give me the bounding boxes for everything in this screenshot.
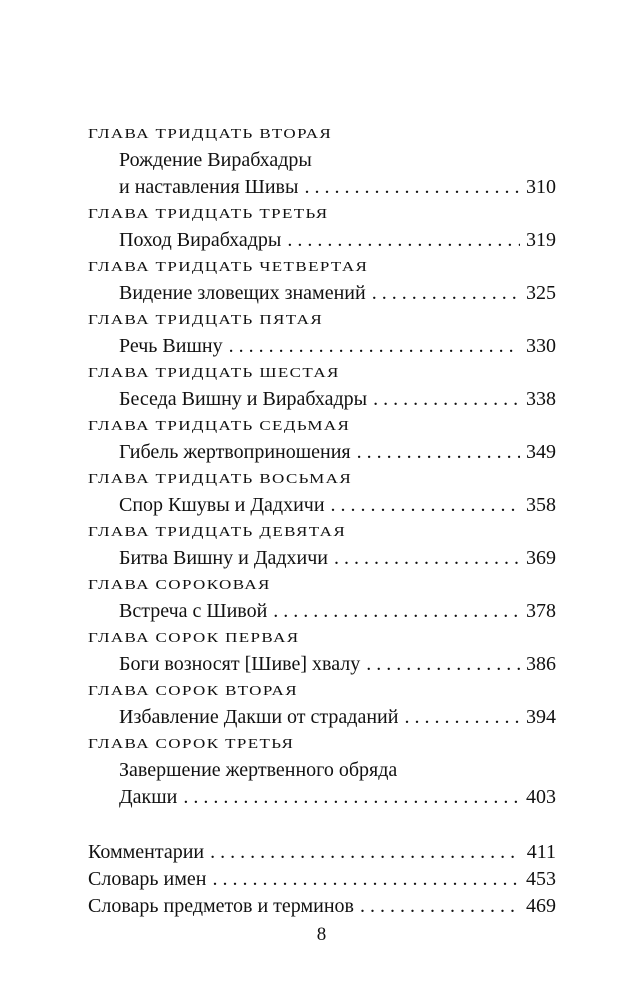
chapter-title-line: Завершение жертвенного обряда (119, 759, 398, 781)
appendix-title: Комментарии (88, 841, 205, 863)
chapter-label: ГЛАВА ТРИДЦАТЬ ВОСЬМАЯ (88, 470, 353, 487)
chapter-label: ГЛАВА ТРИДЦАТЬ ТРЕТЬЯ (88, 205, 329, 222)
chapter-title: Битва Вишну и Дадхичи (119, 547, 328, 569)
toc-line (119, 704, 556, 731)
dot-leader (373, 386, 520, 413)
chapter-entry (88, 201, 556, 254)
dot-leader (372, 280, 520, 307)
page-number: 330 (526, 335, 556, 357)
chapter-title: и наставления Шивы (119, 176, 299, 198)
chapter-label: ГЛАВА ТРИДЦАТЬ ЧЕТВЕРТАЯ (88, 258, 369, 275)
page-number: 394 (526, 706, 556, 728)
chapter-entry (88, 360, 556, 413)
chapter-entry (88, 678, 556, 731)
toc-line (119, 784, 556, 811)
chapter-entry (88, 121, 556, 201)
toc-line (88, 866, 556, 893)
dot-leader (357, 439, 520, 466)
dot-leader (304, 174, 520, 201)
chapter-entry (88, 307, 556, 360)
page-number: 453 (526, 868, 556, 890)
dot-leader (212, 866, 520, 893)
page-number: 319 (526, 229, 556, 251)
page-number: 403 (526, 786, 556, 808)
chapter-title: Гибель жертвоприношения (119, 441, 351, 463)
chapter-label: ГЛАВА ТРИДЦАТЬ ПЯТАЯ (88, 311, 324, 328)
chapter-label: ГЛАВА СОРОК ПЕРВАЯ (88, 629, 300, 646)
toc-line (119, 439, 556, 466)
chapter-entry (88, 572, 556, 625)
appendix-list (88, 839, 556, 920)
chapter-label: ГЛАВА СОРОК ТРЕТЬЯ (88, 735, 295, 752)
dot-leader (331, 492, 520, 519)
page-number: 325 (526, 282, 556, 304)
chapter-title: Боги возносят [Шиве] хвалу (119, 653, 361, 675)
dot-leader (287, 227, 520, 254)
chapter-title: Дакши (119, 786, 178, 808)
page-number: 378 (526, 600, 556, 622)
chapter-entry (88, 519, 556, 572)
page-number: 338 (526, 388, 556, 410)
chapter-entry (88, 254, 556, 307)
page-number: 349 (526, 441, 556, 463)
appendix-title: Словарь предметов и терминов (88, 895, 354, 917)
toc-line (119, 174, 556, 201)
toc-line (119, 386, 556, 413)
dot-leader (210, 839, 521, 866)
page-number: 411 (526, 841, 556, 863)
toc-line (88, 839, 556, 866)
chapter-title-line: Рождение Вирабхадры (119, 149, 312, 171)
dot-leader (404, 704, 520, 731)
toc-line (119, 651, 556, 678)
toc-line (119, 280, 556, 307)
page-number: 310 (526, 176, 556, 198)
dot-leader (360, 893, 520, 920)
dot-leader (183, 784, 520, 811)
toc-line (119, 598, 556, 625)
appendix-title: Словарь имен (88, 868, 207, 890)
toc-line (119, 227, 556, 254)
chapter-title: Избавление Дакши от страданий (119, 706, 399, 728)
chapter-entry (88, 466, 556, 519)
toc-line (119, 545, 556, 572)
dot-leader (334, 545, 520, 572)
dot-leader (366, 651, 520, 678)
chapter-title: Спор Кшувы и Дадхичи (119, 494, 325, 516)
chapter-entry (88, 413, 556, 466)
toc-line (88, 893, 556, 920)
chapter-label: ГЛАВА ТРИДЦАТЬ ДЕВЯТАЯ (88, 523, 347, 540)
toc-line (119, 492, 556, 519)
page-number: 369 (526, 547, 556, 569)
chapter-entry (88, 625, 556, 678)
page-number: 358 (526, 494, 556, 516)
chapter-entry (88, 731, 556, 811)
page-number: 386 (526, 653, 556, 675)
folio-page-number: 8 (316, 924, 327, 945)
chapter-title: Видение зловещих знамений (119, 282, 366, 304)
chapter-label: ГЛАВА СОРОКОВАЯ (88, 576, 271, 593)
table-of-contents (88, 121, 556, 920)
chapter-title: Речь Вишну (119, 335, 223, 357)
page-number: 469 (526, 895, 556, 917)
dot-leader (229, 333, 520, 360)
chapter-label: ГЛАВА СОРОК ВТОРАЯ (88, 682, 298, 699)
toc-line (119, 333, 556, 360)
chapter-label: ГЛАВА ТРИДЦАТЬ СЕДЬМАЯ (88, 417, 351, 434)
chapter-title: Поход Вирабхадры (119, 229, 282, 251)
dot-leader (273, 598, 520, 625)
chapter-label: ГЛАВА ТРИДЦАТЬ ШЕСТАЯ (88, 364, 340, 381)
chapter-title: Беседа Вишну и Вирабхадры (119, 388, 368, 410)
chapter-title: Встреча с Шивой (119, 600, 268, 622)
chapter-label: ГЛАВА ТРИДЦАТЬ ВТОРАЯ (88, 125, 333, 142)
